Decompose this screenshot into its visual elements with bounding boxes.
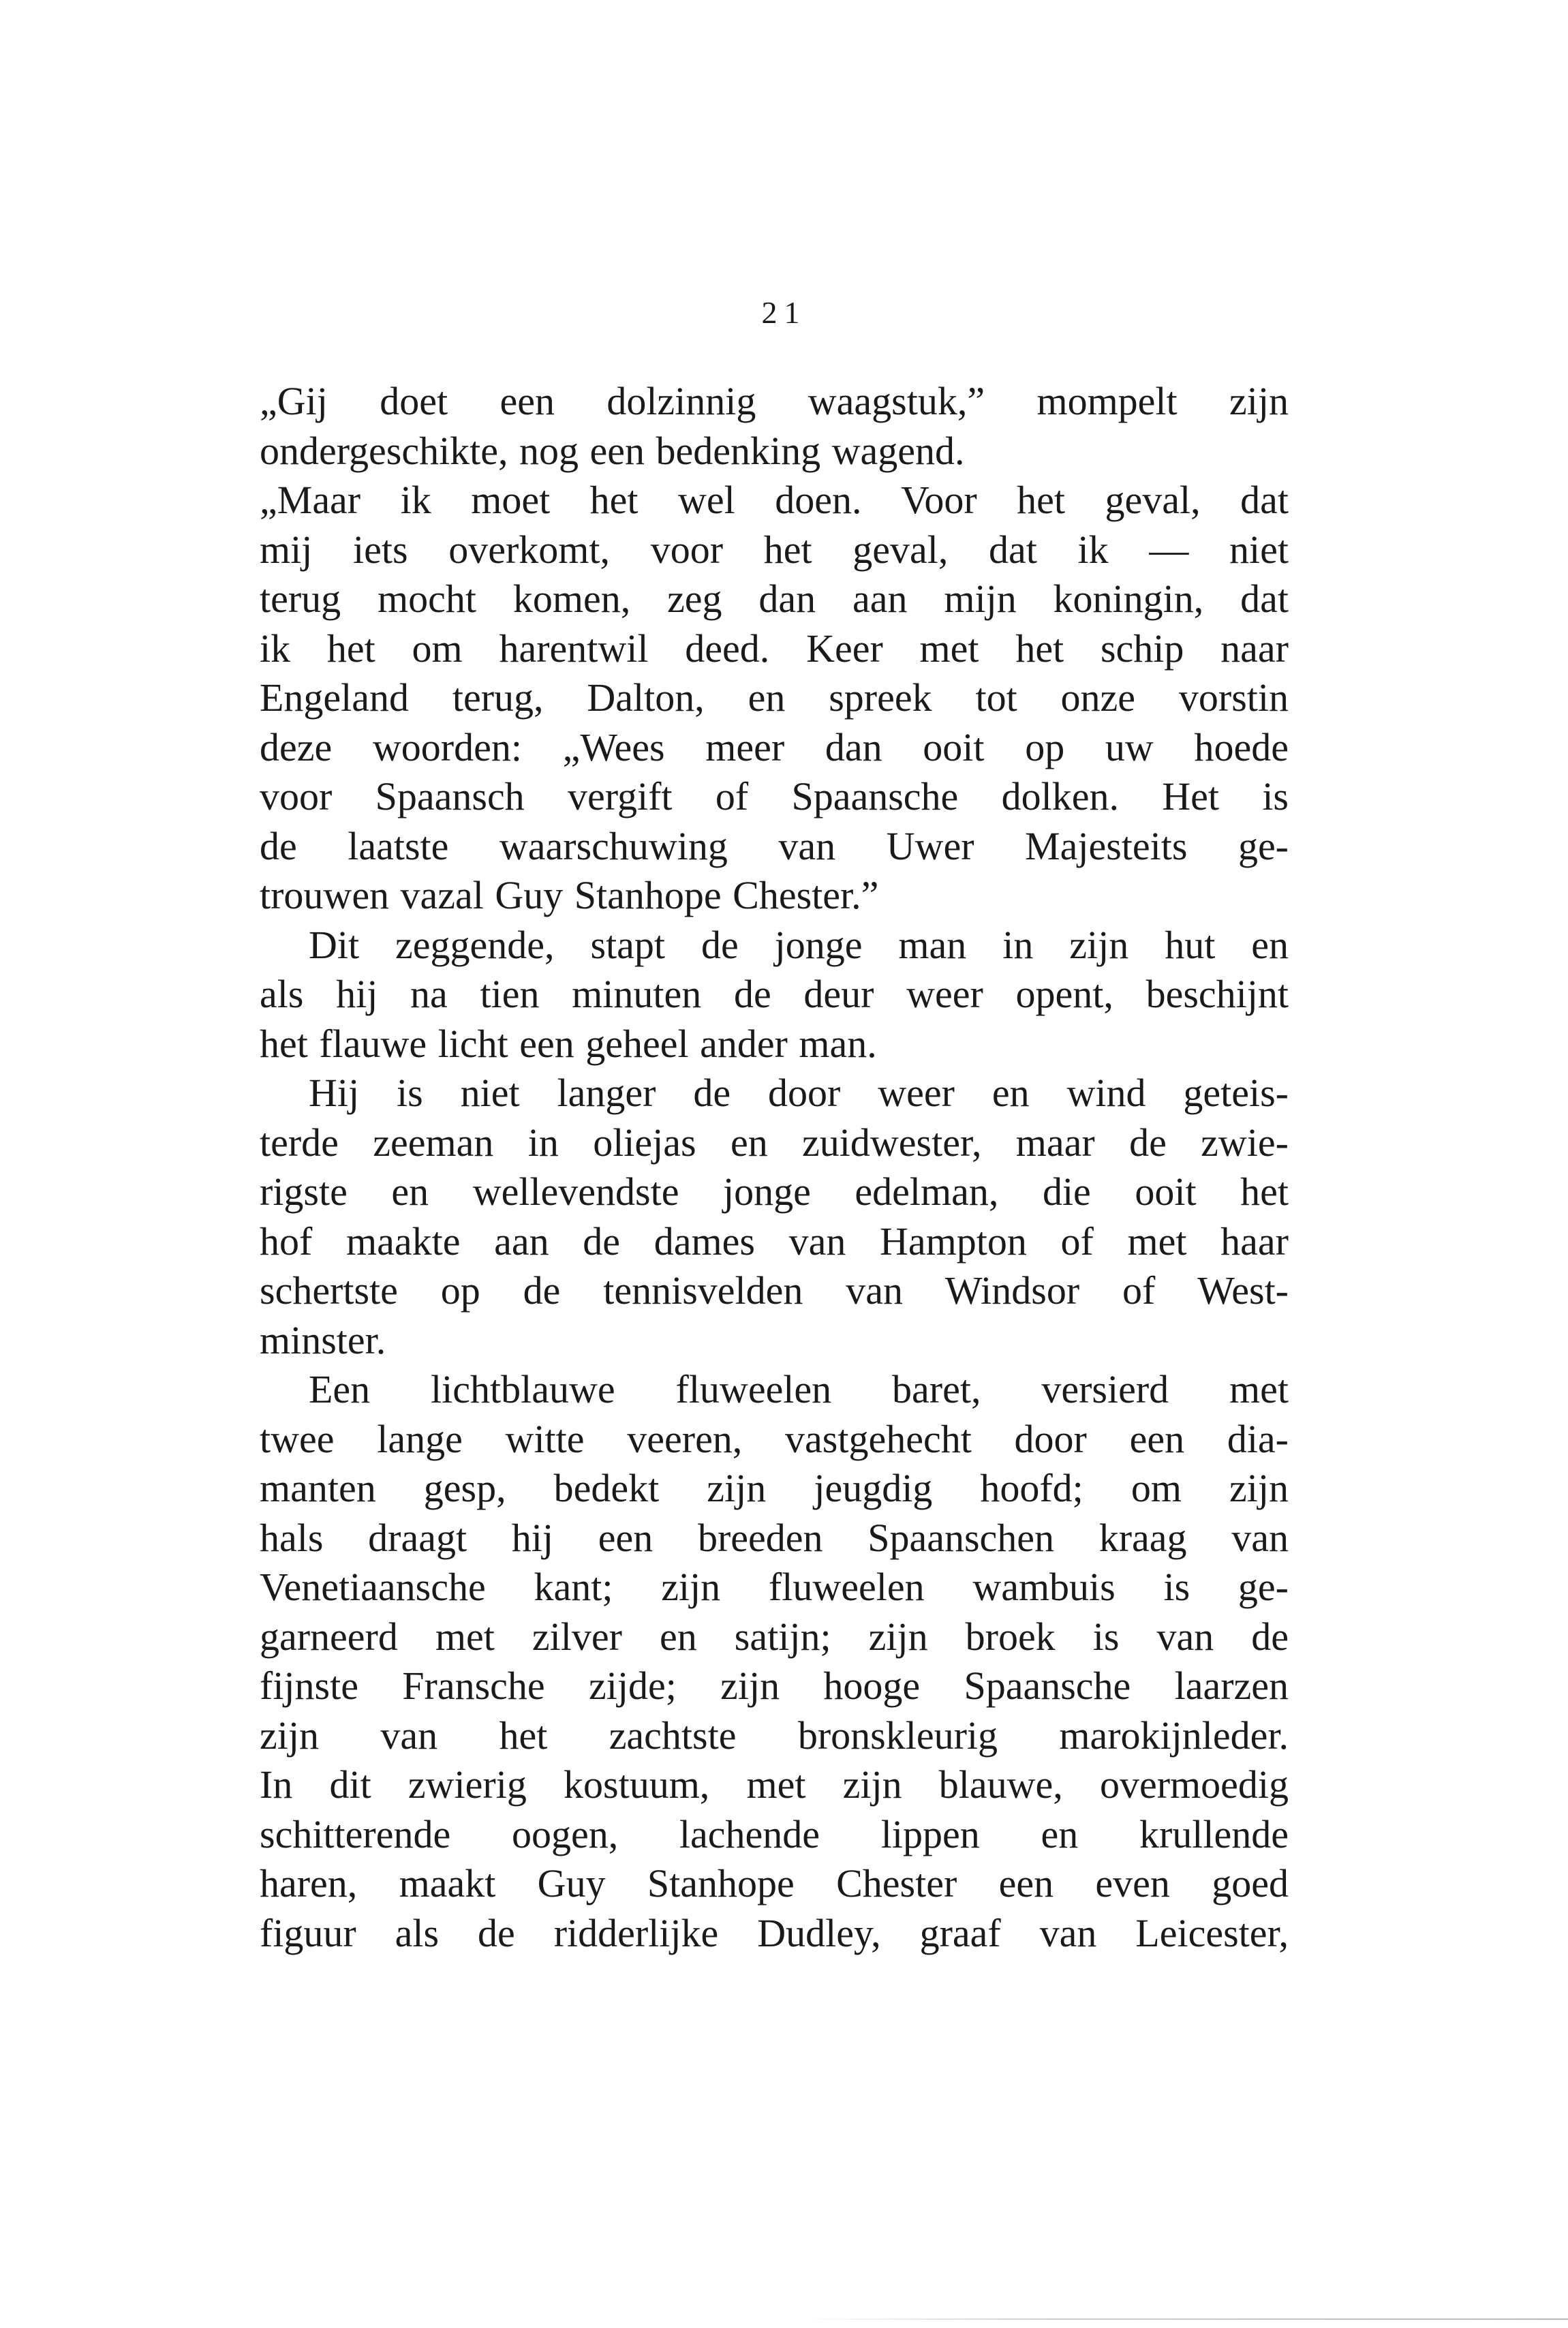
text-line: fijnste Fransche zijde; zijn hooge Spaansche laarzen bbox=[260, 1664, 1289, 1708]
text-line: rigste en wellevendste jonge edelman, die ooit het bbox=[260, 1169, 1289, 1214]
scan-edge-line bbox=[804, 2318, 1568, 2320]
text-line: Venetiaansche kant; zijn fluweelen wambuis is ge- bbox=[260, 1565, 1289, 1609]
text-line: „Gij doet een dolzinnig waagstuk,” mompelt zijn bbox=[260, 379, 1289, 423]
text-line: het flauwe licht een geheel ander man. bbox=[260, 1021, 877, 1066]
text-line: de laatste waarschuwing van Uwer Majesteits ge- bbox=[260, 823, 1289, 868]
text-line: schertste op de tennisvelden van Windsor of West- bbox=[260, 1268, 1289, 1313]
text-line: twee lange witte veeren, vastgehecht door een dia- bbox=[260, 1416, 1289, 1461]
text-line: Dit zeggende, stapt de jonge man in zijn hut en bbox=[309, 922, 1289, 967]
text-line: figuur als de ridderlijke Dudley, graaf van Leicester, bbox=[260, 1910, 1289, 1955]
text-line: terug mocht komen, zeg dan aan mijn koningin, dat bbox=[260, 577, 1289, 621]
text-line: hof maakte aan de dames van Hampton of met haar bbox=[260, 1219, 1289, 1263]
text-line: minster. bbox=[260, 1317, 386, 1362]
page-number: 21 bbox=[761, 295, 807, 330]
text-line: mij iets overkomt, voor het geval, dat ik — niet bbox=[260, 527, 1289, 572]
text-line: deze woorden: „Wees meer dan ooit op uw hoede bbox=[260, 724, 1289, 769]
text-line: Hij is niet langer de door weer en wind geteis- bbox=[309, 1071, 1289, 1115]
text-line: haren, maakt Guy Stanhope Chester een even goed bbox=[260, 1861, 1289, 1905]
text-line: terde zeeman in oliejas en zuidwester, maar de zwie- bbox=[260, 1120, 1289, 1165]
text-line: ik het om harentwil deed. Keer met het schip naar bbox=[260, 626, 1289, 671]
text-line: trouwen vazal Guy Stanhope Chester.” bbox=[260, 873, 879, 917]
text-line: voor Spaansch vergift of Spaansche dolken. Het is bbox=[260, 774, 1289, 818]
text-line: manten gesp, bedekt zijn jeugdig hoofd; om zijn bbox=[260, 1466, 1289, 1510]
text-line: Engeland terug, Dalton, en spreek tot onze vorstin bbox=[260, 675, 1289, 720]
text-line: Een lichtblauwe fluweelen baret, versierd met bbox=[309, 1367, 1289, 1411]
body-text bbox=[260, 377, 1289, 1958]
text-line: garneerd met zilver en satijn; zijn broek is van de bbox=[260, 1614, 1289, 1659]
text-line: ondergeschikte, nog een bedenking wagend. bbox=[260, 428, 965, 473]
text-line: als hij na tien minuten de deur weer opent, beschijnt bbox=[260, 972, 1289, 1016]
text-line: schitterende oogen, lachende lippen en krullende bbox=[260, 1811, 1289, 1856]
text-line: hals draagt hij een breeden Spaanschen kraag van bbox=[260, 1515, 1289, 1560]
text-line: In dit zwierig kostuum, met zijn blauwe, overmoedig bbox=[260, 1762, 1289, 1807]
text-line: zijn van het zachtste bronskleurig marokijnleder. bbox=[260, 1713, 1289, 1758]
text-line: „Maar ik moet het wel doen. Voor het geval, dat bbox=[260, 478, 1289, 522]
